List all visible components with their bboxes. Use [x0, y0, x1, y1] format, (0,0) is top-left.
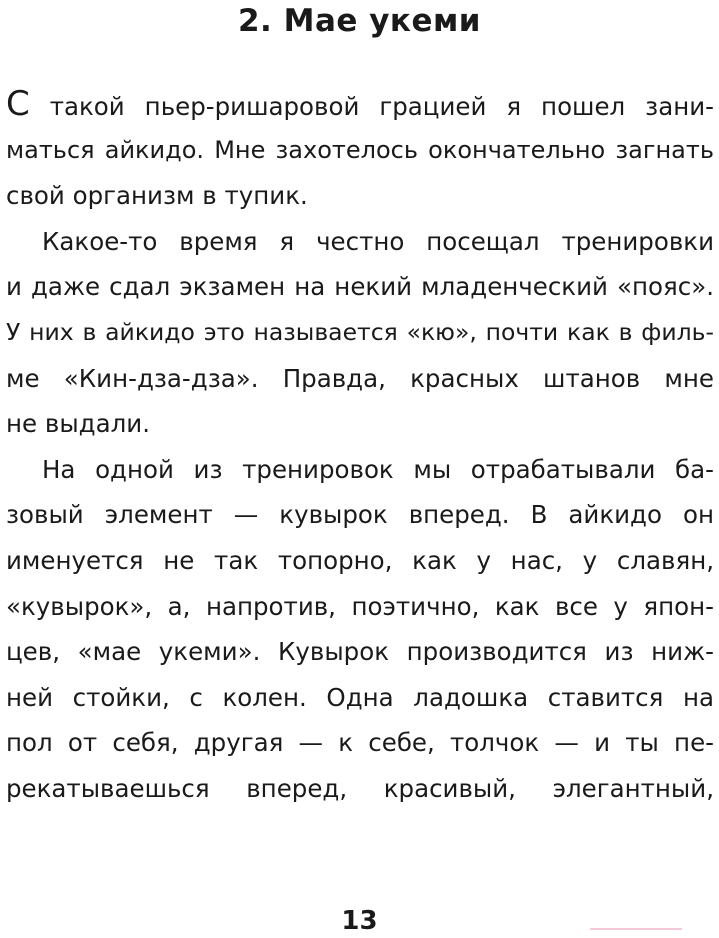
text-line: не выдали.	[6, 409, 150, 439]
initial-letter: С	[6, 84, 30, 124]
text-line: рекатываешься вперед, красивый, элегантный,	[6, 773, 714, 803]
text-line: ней стойки, с колен. Одна ладошка ставится на	[6, 682, 714, 712]
text-line: именуется не так топорно, как у нас, у славян,	[6, 545, 714, 575]
text-line: маться айкидо. Мне захотелось окончательно загнать	[6, 135, 714, 164]
text-line: «кувырок», а, напротив, поэтично, как все у япон-	[6, 591, 714, 621]
text-line: и даже сдал экзамен на некий младенческий «пояс».	[6, 272, 714, 302]
chapter-title: 2. Мае укеми	[237, 3, 482, 39]
decorative-mark	[590, 928, 682, 930]
body-text	[6, 82, 714, 812]
paragraph-2	[6, 219, 714, 447]
text-line: С такой пьер-ришаровой грацией я пошел зани-	[6, 84, 714, 124]
paragraph-3	[6, 447, 714, 812]
text-line: цев, «мае укеми». Кувырок производится из ниж-	[6, 637, 714, 667]
text-line: Какое-то время я честно посещал тренировки	[42, 226, 714, 256]
page-number: 13	[341, 906, 378, 936]
text-line: На одной из тренировок мы отрабатывали ба-	[42, 454, 714, 484]
paragraph-1	[6, 82, 714, 219]
text-line: У них в айкидо это называется «кю», почти как в филь-	[6, 317, 714, 346]
text-line: свой организм в тупик.	[6, 181, 308, 211]
text-line: пол от себя, другая — к себе, толчок — и ты пе-	[6, 728, 714, 758]
text-line: ме «Кин-дза-дза». Правда, красных штанов мне	[6, 363, 714, 393]
text-line: зовый элемент — кувырок вперед. В айкидо он	[6, 500, 714, 530]
